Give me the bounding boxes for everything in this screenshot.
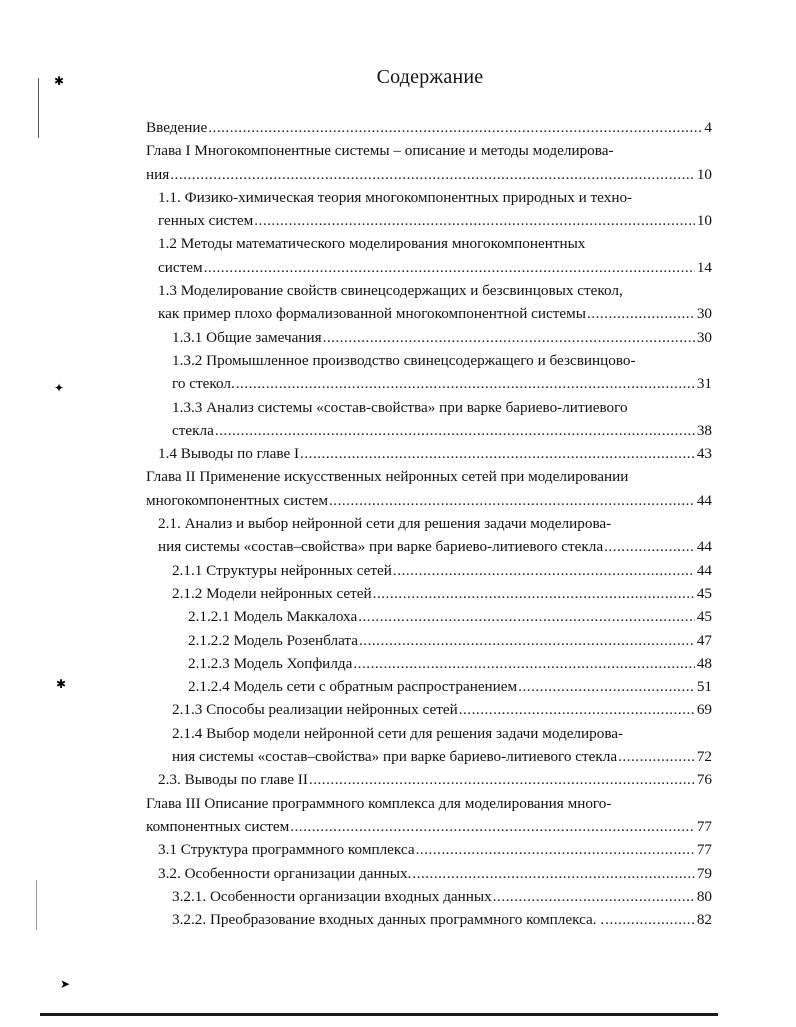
toc-entry[interactable] xyxy=(146,186,712,233)
toc-leader-dots xyxy=(373,582,695,605)
toc-entry-text: Глава II Применение искусственных нейронных сетей при моделировании xyxy=(146,468,629,486)
toc-leader-dots xyxy=(412,862,694,885)
toc-page-number: 82 xyxy=(696,911,712,929)
toc-page-number: 47 xyxy=(696,631,712,649)
toc-page-number: 31 xyxy=(696,375,712,393)
toc-entry-last-line xyxy=(172,885,712,908)
toc-entry-line xyxy=(146,139,712,162)
toc-page-number: 4 xyxy=(704,119,712,136)
toc-entry[interactable] xyxy=(146,442,712,465)
toc-entry-last-line xyxy=(146,116,712,139)
toc-entry-line xyxy=(172,396,712,419)
toc-entry-text: 2.1.2.4 Модель сети с обратным распространением xyxy=(188,678,518,696)
toc-entry-last-line xyxy=(172,419,712,442)
toc-entry[interactable] xyxy=(146,908,712,931)
toc-leader-dots xyxy=(605,908,695,931)
toc-leader-dots xyxy=(459,698,695,721)
toc-entry-text: ния системы «состав–свойства» при варке бариево-литиевого стекла xyxy=(158,538,604,556)
toc-entry-line xyxy=(172,349,712,372)
toc-page-number: 77 xyxy=(696,841,712,859)
toc-entry[interactable] xyxy=(146,652,712,675)
toc-entry-line xyxy=(158,279,712,302)
toc-page-number: 44 xyxy=(696,561,712,579)
toc-entry-text: Глава III Описание программного комплекса для моделирования много- xyxy=(146,794,612,812)
toc-leader-dots xyxy=(359,629,695,652)
toc-entry-text: многокомпонентных систем xyxy=(146,491,328,509)
toc-page-number: 79 xyxy=(696,864,712,882)
toc-entry[interactable] xyxy=(146,139,712,186)
toc-leader-dots xyxy=(254,209,695,232)
toc-entry-line xyxy=(146,465,712,488)
toc-entry[interactable] xyxy=(146,605,712,628)
toc-entry-last-line xyxy=(146,489,712,512)
toc-entry-text: 2.1.4 Выбор модели нейронной сети для решения задачи моделирова- xyxy=(172,724,624,742)
toc-entry-last-line xyxy=(158,862,712,885)
toc-entry-last-line xyxy=(146,163,712,186)
toc-entry[interactable] xyxy=(146,792,712,839)
toc-page-number: 76 xyxy=(696,771,712,789)
toc-leader-dots xyxy=(416,838,695,861)
toc-entry[interactable] xyxy=(146,838,712,861)
scan-artifact-mark: ✱ xyxy=(56,677,67,691)
toc-entry-text: 1.3.1 Общие замечания xyxy=(172,328,322,346)
toc-entry-last-line xyxy=(172,745,712,768)
bottom-rule xyxy=(40,1013,718,1016)
toc-entry-last-line xyxy=(188,652,712,675)
toc-leader-dots xyxy=(215,419,695,442)
toc-entry-text: 2.3. Выводы по главе II xyxy=(158,771,308,789)
toc-entry-text: 1.3 Моделирование свойств свинецсодержащих и безсвинцовых стекол, xyxy=(158,282,623,300)
scan-artifact-mark: ➤ xyxy=(60,977,71,991)
toc-entry-text: 1.4 Выводы по главе I xyxy=(158,445,300,463)
toc-page-number: 14 xyxy=(696,258,712,276)
toc-entry-line xyxy=(158,186,712,209)
toc-entry-text: 1.2 Методы математического моделирования многокомпонентных xyxy=(158,235,586,253)
toc-entry[interactable] xyxy=(146,629,712,652)
toc-entry-text: 2.1.2 Модели нейронных сетей xyxy=(172,584,372,602)
toc-entry-text: 2.1. Анализ и выбор нейронной сети для решения задачи моделирова- xyxy=(158,515,612,533)
toc-entry[interactable] xyxy=(146,116,712,139)
toc-entry[interactable] xyxy=(146,279,712,326)
toc-entry[interactable] xyxy=(146,768,712,791)
scan-artifact-mark: ✦ xyxy=(54,381,65,395)
toc-page-number: 48 xyxy=(696,654,712,672)
toc-entry-text: 3.2. Особенности организации данных. xyxy=(158,864,412,882)
toc-leader-dots xyxy=(170,163,695,186)
toc-entry[interactable] xyxy=(146,885,712,908)
toc-page-number: 77 xyxy=(696,817,712,835)
toc-page-number: 51 xyxy=(696,678,712,696)
toc-entry-text: Глава I Многокомпонентные системы – описание и методы моделирова- xyxy=(146,142,614,160)
toc-entry-last-line xyxy=(172,559,712,582)
toc-entry-line xyxy=(158,512,712,535)
scan-edge-line xyxy=(36,880,37,930)
toc-entry-last-line xyxy=(172,372,712,395)
toc-leader-dots xyxy=(358,605,695,628)
toc-entry-text: ния xyxy=(146,165,170,183)
toc-page-number: 30 xyxy=(696,305,712,323)
toc-entry-last-line xyxy=(188,605,712,628)
toc-entry-text: 2.1.2.1 Модель Маккалоха xyxy=(188,608,358,626)
toc-entry-last-line xyxy=(158,838,712,861)
toc-entry[interactable] xyxy=(146,582,712,605)
toc-entry-last-line xyxy=(158,768,712,791)
toc-entry-last-line xyxy=(188,629,712,652)
toc-entry-text: 3.1 Структура программного комплекса xyxy=(158,841,415,859)
toc-entry[interactable] xyxy=(146,396,712,443)
toc-entry-text: 2.1.2.3 Модель Хопфилда xyxy=(188,654,353,672)
toc-entry-line xyxy=(146,792,712,815)
toc-page-number: 45 xyxy=(696,584,712,602)
toc-entry[interactable] xyxy=(146,675,712,698)
table-of-contents xyxy=(146,116,712,931)
toc-leader-dots xyxy=(300,442,695,465)
toc-leader-dots xyxy=(323,326,695,349)
toc-entry-last-line xyxy=(172,908,712,931)
toc-entry-text: ния системы «состав–свойства» при варке бариево-литиевого стекла xyxy=(172,748,618,766)
toc-entry-text: компонентных систем xyxy=(146,817,290,835)
toc-entry-last-line xyxy=(146,815,712,838)
toc-leader-dots xyxy=(493,885,695,908)
toc-leader-dots xyxy=(618,745,695,768)
page-title: Содержание xyxy=(376,66,484,88)
toc-leader-dots xyxy=(290,815,695,838)
toc-entry-last-line xyxy=(158,209,712,232)
toc-entry-last-line xyxy=(158,256,712,279)
toc-entry-last-line xyxy=(172,582,712,605)
toc-entry-text: стекла xyxy=(172,421,214,439)
toc-leader-dots xyxy=(329,489,695,512)
toc-entry-text: 1.1. Физико-химическая теория многокомпонентных природных и техно- xyxy=(158,188,633,206)
toc-leader-dots xyxy=(204,256,695,279)
toc-entry-text: 1.3.2 Промышленное производство свинецсодержащего и безсвинцово- xyxy=(172,351,636,369)
toc-entry[interactable] xyxy=(146,512,712,559)
toc-entry-last-line xyxy=(158,535,712,558)
toc-entry-last-line xyxy=(172,698,712,721)
toc-entry-last-line xyxy=(188,675,712,698)
toc-entry-text: Введение xyxy=(146,119,208,136)
toc-entry-text: 2.1.3 Способы реализации нейронных сетей xyxy=(172,701,458,719)
toc-entry-text: 3.2.1. Особенности организации входных данных xyxy=(172,887,492,905)
toc-page-number: 10 xyxy=(696,212,712,230)
toc-page-number: 10 xyxy=(696,165,712,183)
toc-entry-line xyxy=(172,722,712,745)
toc-entry[interactable] xyxy=(146,465,712,512)
toc-entry-last-line xyxy=(158,442,712,465)
toc-page-number: 44 xyxy=(696,538,712,556)
toc-entry-text: систем xyxy=(158,258,203,276)
toc-entry[interactable] xyxy=(146,698,712,721)
toc-leader-dots xyxy=(393,559,695,582)
toc-page-number: 72 xyxy=(696,748,712,766)
toc-entry-last-line xyxy=(158,302,712,325)
toc-leader-dots xyxy=(587,302,695,325)
toc-entry-text: 1.3.3 Анализ системы «состав-свойства» при варке бариево-литиевого xyxy=(172,398,628,416)
toc-page-number: 69 xyxy=(696,701,712,719)
toc-leader-dots xyxy=(353,652,694,675)
toc-entry[interactable] xyxy=(146,722,712,769)
toc-entry-line xyxy=(158,232,712,255)
toc-entry-text: го стекол. xyxy=(172,375,235,393)
toc-entry[interactable] xyxy=(146,232,712,279)
toc-page-number: 80 xyxy=(696,887,712,905)
toc-page-number: 45 xyxy=(696,608,712,626)
toc-leader-dots xyxy=(604,535,695,558)
scan-artifact-mark: ✱ xyxy=(54,74,65,88)
toc-page-number: 43 xyxy=(696,445,712,463)
toc-entry[interactable] xyxy=(146,862,712,885)
toc-entry-last-line xyxy=(172,326,712,349)
toc-entry-text: как пример плохо формализованной многокомпонентной системы xyxy=(158,305,586,323)
toc-page-number: 30 xyxy=(696,328,712,346)
toc-leader-dots xyxy=(518,675,695,698)
toc-page-number: 38 xyxy=(696,421,712,439)
toc-entry[interactable] xyxy=(146,326,712,349)
toc-leader-dots xyxy=(309,768,695,791)
toc-entry-text: 2.1.1 Структуры нейронных сетей xyxy=(172,561,392,579)
toc-entry-text: 2.1.2.2 Модель Розенблата xyxy=(188,631,358,649)
toc-entry[interactable] xyxy=(146,559,712,582)
toc-entry-text: 3.2.2. Преобразование входных данных программного комплекса. . xyxy=(172,911,605,929)
toc-page-number: 44 xyxy=(696,491,712,509)
toc-entry[interactable] xyxy=(146,349,712,396)
toc-leader-dots xyxy=(208,116,702,139)
toc-leader-dots xyxy=(236,372,695,395)
toc-entry-text: генных систем xyxy=(158,212,254,230)
